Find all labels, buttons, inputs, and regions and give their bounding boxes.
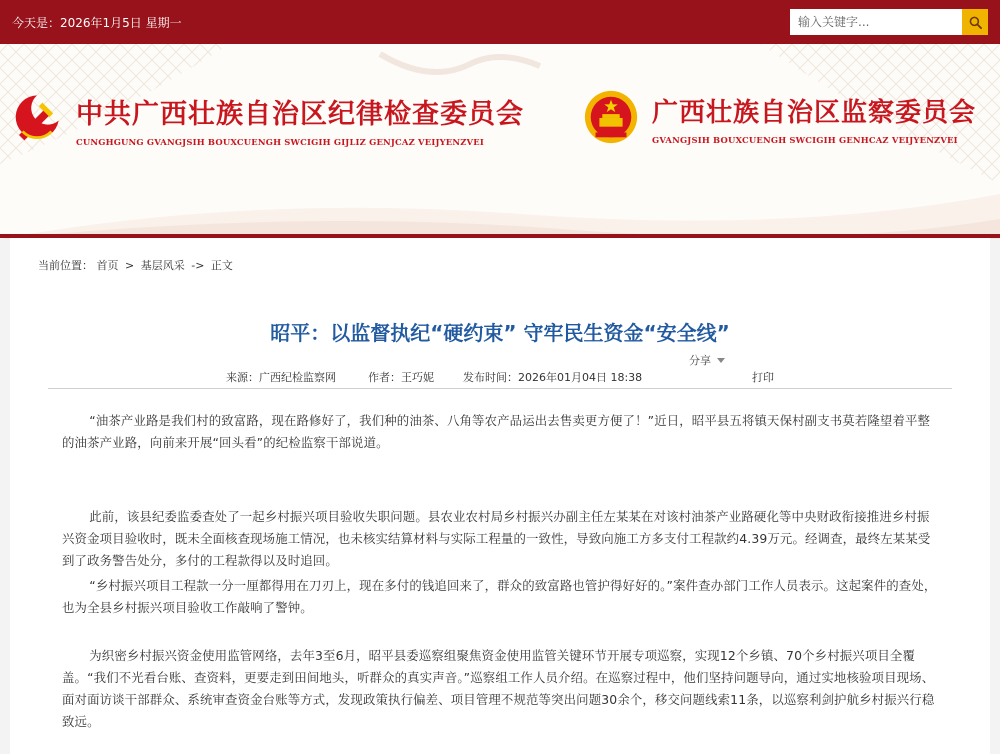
site-banner [0,44,1000,239]
breadcrumb-label: 当前位置： [38,259,93,272]
current-date: 今天是：2026年1月5日 星期一 [12,16,182,30]
party-emblem-icon [10,90,64,144]
national-emblem-icon [582,88,640,146]
article-paragraph: 为织密乡村振兴资金使用监管网络，去年3至6月，昭平县委巡察组聚焦资金使用监管关键环节开展专项巡察，实现12个乡镇、70个乡村振兴项目全覆盖。“我们不光看台账、查资料，更要走到田间地头，听群众的真实声音。”巡察组工作人员介绍。在巡察过程中，他们坚持问题导向，通过实地核验项目现场、面对面访谈干部群众、系统审查资金台账等方式，发现政策执行偏差、项目管理不规范等突出问题30余个，移交问题线索11条，以巡察利剑护航乡村振兴行稳致远。 [62,648,935,729]
article-author: 作者：王巧妮 [368,371,434,384]
breadcrumb-separator: -> [191,259,205,272]
breadcrumb [38,257,233,273]
breadcrumb-category[interactable]: 基层风采 [140,259,185,272]
breadcrumb-home[interactable]: 首页 [96,259,119,272]
cdi-org-title [76,92,524,147]
top-bar [0,0,1000,44]
article-publish-time: 发布时间：2026年01月04日 18:38 [463,371,643,384]
search-icon [969,16,982,29]
supervision-org-title [652,92,976,145]
share-label: 分享 [689,354,711,367]
chevron-down-icon [717,358,725,364]
article-title: 昭平：以监督执纪“硬约束” 守牢民生资金“安全线” [270,321,730,345]
article-paragraph: “油茶产业路是我们村的致富路，现在路修好了，我们种的油茶、八角等农产品运出去售卖更方便了！”近日，昭平县五将镇天保村副支书莫若隆望着平整的油茶产业路，向前来开展“回头看”的纪检监察干部说道。 [62,413,931,450]
share-dropdown[interactable] [689,352,725,368]
search-button[interactable] [962,9,988,35]
article-paragraph: 此前，该县纪委监委查处了一起乡村振兴项目验收失职问题。县农业农村局乡村振兴办副主任左某某在对该村油茶产业路硬化等中央财政衔接推进乡村振兴资金项目验收时，既未全面核查现场施工情况，也未核实结算材料与实际工程量的一致性，导致向施工方多支付工程款约4.39万元。经调查，最终左某某受到了政务警告处分，多付的工程款得以及时追回。 [62,509,931,568]
supervision-org-pinyin: GVANGJSIH BOUXCUENGH SWCIGIH GENHCAZ VEIJYENZVEI [652,135,958,145]
search-input[interactable] [790,9,962,35]
breadcrumb-current: 正文 [210,259,233,272]
cdi-org-pinyin: CUNGHGUNG GVANGJSIH BOUXCUENGH SWCIGIH GIJLIZ GENJCAZ VEIJYENZVEI [76,137,484,147]
article-paragraph: “乡村振兴项目工程款一分一厘都得用在刀刃上，现在多付的钱追回来了，群众的致富路也管护得好好的。”案件查办部门工作人员表示。这起案件的查处，也为全县乡村振兴项目验收工作敲响了警钟。 [62,578,937,615]
print-button[interactable]: 打印 [752,371,774,384]
meta-divider [48,388,952,389]
cdi-org-name: 中共广西壮族自治区纪律检查委员会 [76,99,524,130]
supervision-org-name: 广西壮族自治区监察委员会 [652,98,977,128]
breadcrumb-separator: > [125,259,135,272]
article-source: 来源：广西纪检监察网 [226,371,336,384]
search-box [790,9,988,35]
